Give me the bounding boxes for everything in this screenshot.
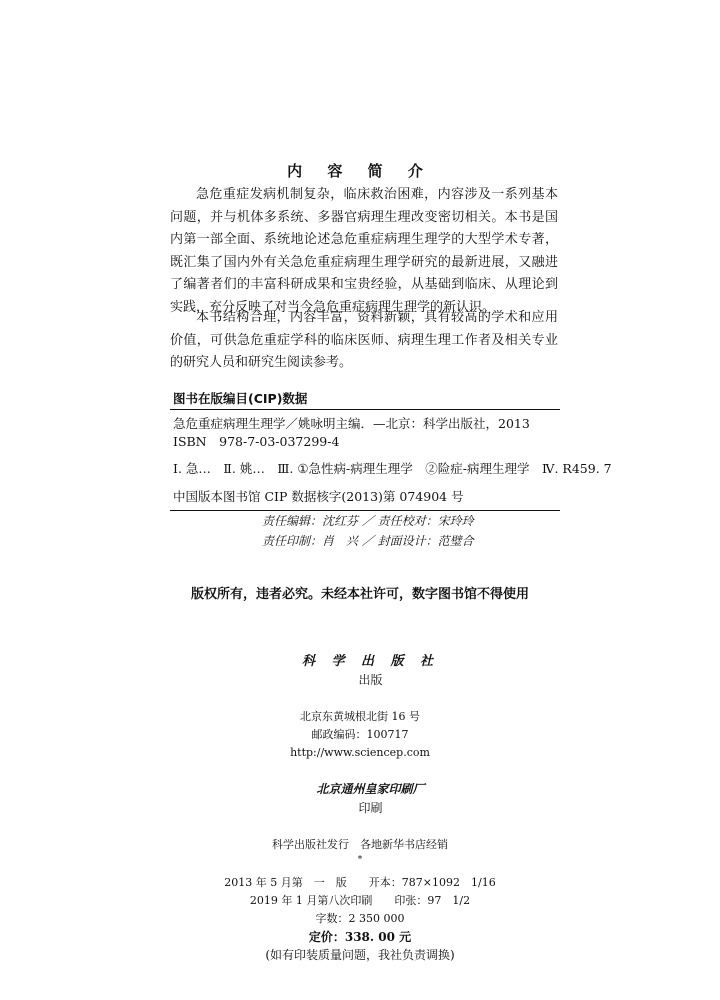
publisher-row [0,635,720,708]
intro-text-2: 本书结构合理，内容丰富，资料新颖，具有较高的学术和应用价值，可供急危重症学科的临床医师、病理生理工作者及相关专业的研究人员和研究生阅读参考。 [170,310,558,370]
publisher-name: 科 学 出 版 社 [301,654,440,669]
intro-title: 内 容 简 介 [287,162,433,180]
cip-isbn-line: ISBN 978-7-03-037299-4 [173,433,340,449]
intro-text-1: 急危重症发病机制复杂，临床救治困难，内容涉及一系列基本问题，并与机体多系统、多器官病理生理改变密切相关。本书是国内第一部全面、系统地论述急危重症病理生理学的大型学术专著，既汇集了国内外有关急危重症病理生理学研究的最新进展，又融进了编著者们的丰富科研成果和宝贵经验，从基础到临床、从理论到实践，充分反映了对当今急危重症病理生理学的新认识。 [170,187,558,315]
intro-paragraph-2 [170,307,558,375]
cip-title-line: 急危重症病理生理学／姚咏明主编．—北京：科学出版社，2013 [173,416,530,431]
copyright-notice: 版权所有，违者必究。未经本社许可，数字图书馆不得使用 [190,587,529,602]
editors-row-1: 责任编辑：沈红芬 ／ 责任校对：宋玲玲 [262,514,474,528]
publisher-postcode: 邮政编码：100717 [311,728,409,741]
publisher-website: http://www.sciencep.com [290,746,430,759]
word-count: 字数：2 350 000 [315,912,405,925]
printer-suffix: 印刷 [358,801,383,815]
colophon-spacer [0,866,720,874]
cip-heading: 图书在版编目(CIP)数据 [173,391,308,406]
editors-block [262,511,474,551]
printer-name: 北京通州皇家印刷厂 [316,782,425,796]
cip-record [170,409,612,511]
quality-notice: (如有印装质量问题，我社负责调换) [265,948,455,962]
distribution-line: 科学出版社发行 各地新华书店经销 [272,838,448,851]
printing-line: 2019 年 1 月第八次印刷 印张：97 1/2 [249,894,471,907]
colophon [0,635,720,964]
intro-paragraph-1 [170,184,558,319]
publisher-address: 北京东黄城根北街 16 号 [300,710,420,723]
publisher-suffix: 出版 [358,673,383,687]
editors-row-2: 责任印制：肖 兴 ／ 封面设计：范璧合 [262,534,474,548]
edition-line: 2013 年 5 月第 一 版 开本：787×1092 1/16 [224,876,496,889]
printer-row [0,762,720,836]
separator-dot: * [357,855,363,865]
cip-number-line: 中国版本图书馆 CIP 数据核字(2013)第 074904 号 [173,488,464,504]
cip-subject-line: Ⅰ. 急… Ⅱ. 姚… Ⅲ. ①急性病-病理生理学 ②险症-病理生理学 Ⅳ. R459. 7 [173,461,612,476]
price: 定价：338. 00 元 [308,930,412,944]
